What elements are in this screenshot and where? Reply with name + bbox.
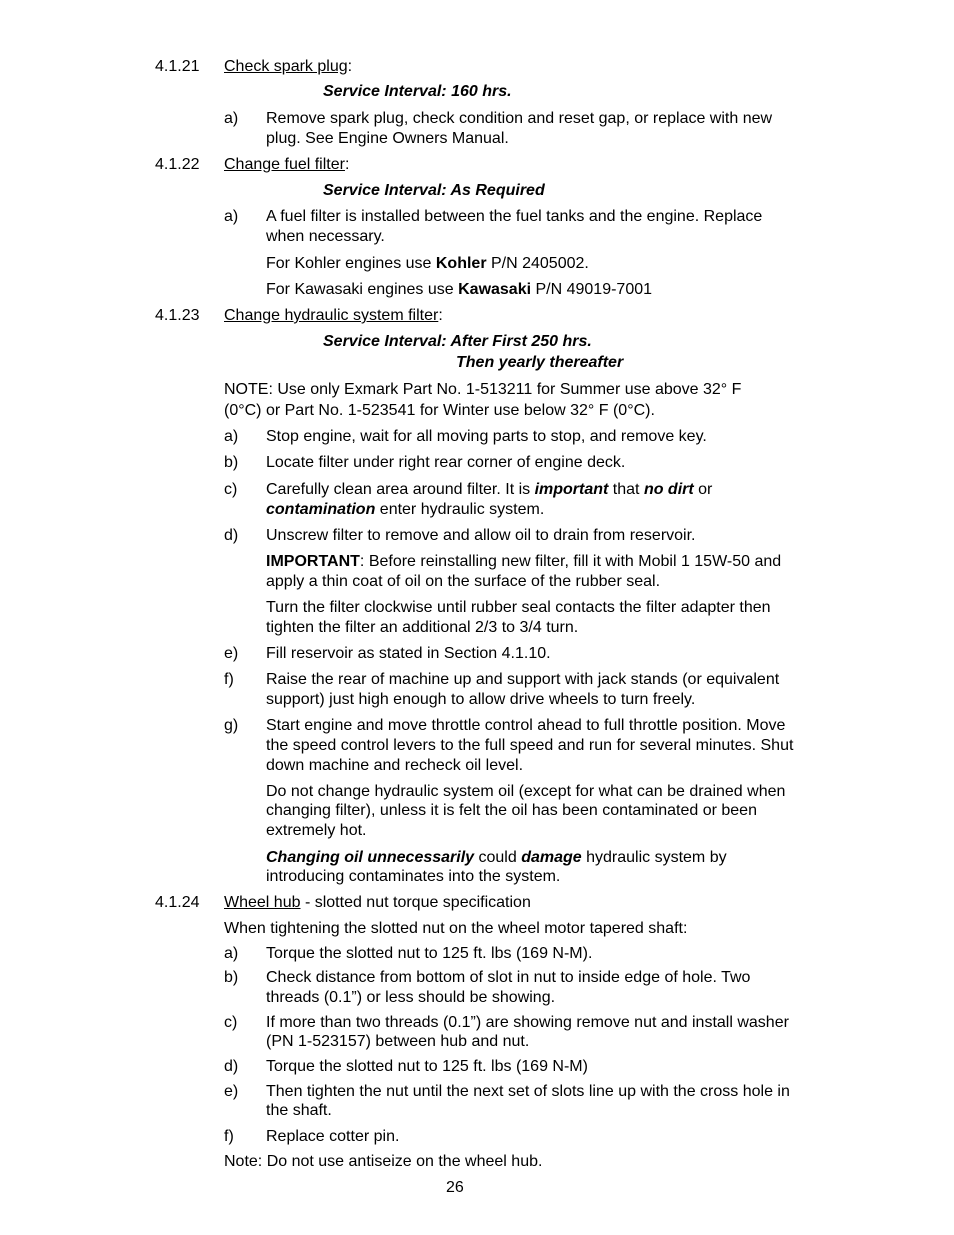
warning-text: introducing contaminates into the system.: [266, 868, 561, 885]
item-text: the speed control levers to the full speed and run for several minutes. Shut: [266, 737, 794, 754]
item-text: Check distance from bottom of slot in nut to inside edge of hole. Two: [266, 969, 751, 986]
section-title: Change fuel filter: [224, 156, 345, 173]
item-letter: d): [224, 1058, 239, 1075]
item-text: Start engine and move throttle control ahead to full throttle position. Move: [266, 717, 786, 734]
service-interval: Service Interval: As Required: [323, 182, 545, 199]
heading-colon: :: [438, 307, 443, 324]
text-run: hydraulic system by: [581, 849, 727, 866]
item-letter: b): [224, 454, 239, 471]
item-text: extremely hot.: [266, 822, 367, 839]
item-text: Fill reservoir as stated in Section 4.1.10.: [266, 645, 551, 662]
brand-name: Kohler: [435, 255, 487, 272]
service-interval: Service Interval: 160 hrs.: [323, 83, 512, 100]
item-letter: a): [224, 428, 239, 445]
section-title: Change hydraulic system filter: [224, 307, 439, 324]
item-letter: b): [224, 969, 239, 986]
text-run: For Kawasaki engines use: [266, 281, 459, 298]
section-heading-4-1-22: [224, 155, 349, 175]
section-number-4-1-22: 4.1.22: [155, 156, 200, 173]
text-run: P/N 49019-7001: [531, 281, 653, 298]
page-number: 26: [446, 1179, 464, 1196]
item-text: support) just high enough to allow drive wheels to turn freely.: [266, 691, 696, 708]
item-text: Turn the filter clockwise until rubber seal contacts the filter adapter then: [266, 599, 771, 616]
item-text: (PN 1-523157) between hub and nut.: [266, 1033, 530, 1050]
text-run: or: [693, 481, 713, 498]
item-letter: a): [224, 110, 239, 127]
text-run: - slotted nut torque specification: [300, 894, 531, 911]
item-text: tighten the filter an additional 2/3 to 3/4 turn.: [266, 619, 579, 636]
item-letter: c): [224, 1014, 238, 1031]
text-run: For Kohler engines use: [266, 255, 436, 272]
item-letter: d): [224, 527, 239, 544]
item-text: [266, 500, 544, 520]
kawasaki-part-line: [266, 280, 652, 300]
item-letter: c): [224, 481, 238, 498]
important-text: apply a thin coat of oil on the surface of the rubber seal.: [266, 573, 661, 590]
item-text: Replace cotter pin.: [266, 1128, 400, 1145]
heading-colon: :: [347, 58, 353, 75]
item-text: A fuel filter is installed between the fuel tanks and the engine. Replace: [266, 208, 763, 225]
item-text: Raise the rear of machine up and support with jack stands (or equivalent: [266, 671, 780, 688]
emphasis: damage: [521, 849, 582, 866]
kohler-part-line: [266, 254, 589, 274]
important-label: IMPORTANT: [266, 553, 360, 570]
item-letter: f): [224, 671, 234, 688]
section-heading-4-1-24: [224, 893, 531, 913]
note-text: (0°C) or Part No. 1-523541 for Winter use below 32° F (0°C).: [224, 402, 655, 419]
item-letter: f): [224, 1128, 234, 1145]
section-heading-4-1-21: [224, 57, 352, 77]
item-text: plug. See Engine Owners Manual.: [266, 130, 509, 147]
item-text: down machine and recheck oil level.: [266, 757, 524, 774]
text-run: that: [608, 481, 644, 498]
note-text: Note: Do not use antiseize on the wheel hub.: [224, 1153, 543, 1170]
text-run: P/N 2405002.: [486, 255, 589, 272]
text-run: enter hydraulic system.: [375, 501, 545, 518]
item-text: If more than two threads (0.1”) are showing remove nut and install washer: [266, 1014, 789, 1031]
item-letter: e): [224, 645, 239, 662]
service-interval-followup: Then yearly thereafter: [456, 354, 624, 371]
item-text: when necessary.: [266, 228, 385, 245]
important-text: [266, 552, 781, 572]
item-text: Unscrew filter to remove and allow oil to drain from reservoir.: [266, 527, 696, 544]
item-text: Locate filter under right rear corner of engine deck.: [266, 454, 626, 471]
service-interval: Service Interval: After First 250 hrs.: [323, 333, 592, 350]
section-title: Check spark plug: [224, 58, 348, 75]
section-number-4-1-23: 4.1.23: [155, 307, 200, 324]
warning-text: [266, 848, 727, 868]
item-text: changing filter), unless it is felt the oil has been contaminated or been: [266, 802, 757, 819]
item-text: [266, 480, 712, 500]
intro-text: When tightening the slotted nut on the wheel motor tapered shaft:: [224, 920, 688, 937]
section-heading-4-1-23: [224, 306, 443, 326]
heading-colon: :: [344, 156, 350, 173]
text-run: could: [474, 849, 522, 866]
brand-name: Kawasaki: [458, 281, 532, 298]
text-run: : Before reinstalling new filter, fill it with Mobil 1 15W-50 and: [359, 553, 782, 570]
emphasis: contamination: [266, 501, 376, 518]
section-title: Wheel hub: [224, 894, 301, 911]
text-run: Carefully clean area around filter. It is: [266, 481, 535, 498]
emphasis: no dirt: [643, 481, 694, 498]
emphasis: Changing oil unnecessarily: [266, 849, 475, 866]
item-text: the shaft.: [266, 1102, 332, 1119]
item-text: Remove spark plug, check condition and reset gap, or replace with new: [266, 110, 773, 127]
emphasis: important: [534, 481, 609, 498]
item-text: Then tighten the nut until the next set of slots line up with the cross hole in: [266, 1083, 790, 1100]
item-text: Stop engine, wait for all moving parts to stop, and remove key.: [266, 428, 707, 445]
note-text: NOTE: Use only Exmark Part No. 1-513211 for Summer use above 32° F: [224, 381, 742, 398]
item-letter: e): [224, 1083, 239, 1100]
item-letter: a): [224, 208, 239, 225]
section-number-4-1-24: 4.1.24: [155, 894, 200, 911]
item-text: threads (0.1”) or less should be showing.: [266, 989, 556, 1006]
item-text: Torque the slotted nut to 125 ft. lbs (169 N-M): [266, 1058, 588, 1075]
item-text: Torque the slotted nut to 125 ft. lbs (169 N-M).: [266, 945, 593, 962]
section-number-4-1-21: 4.1.21: [155, 58, 200, 75]
item-letter: a): [224, 945, 239, 962]
item-letter: g): [224, 717, 239, 734]
item-text: Do not change hydraulic system oil (except for what can be drained when: [266, 783, 786, 800]
